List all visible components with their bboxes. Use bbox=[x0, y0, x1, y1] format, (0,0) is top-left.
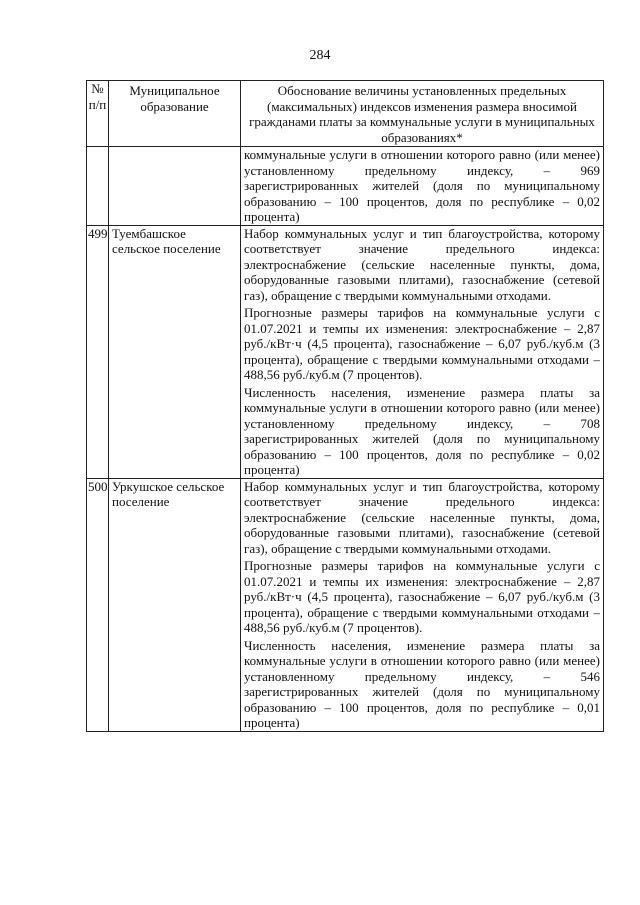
row-municipality: Уркушское сельское поселение bbox=[109, 478, 241, 731]
cell-municipality-empty bbox=[109, 147, 241, 226]
justification-paragraph: Численность населения, изменение размера платы за коммунальные услуги в отношении которого равно (или менее) установленному предельному индексу, – 708 зарегистрированных жителей (доля по муниципальному образованию – 100 процентов, доля по республике – 0,02 процента) bbox=[244, 384, 600, 477]
header-number: № п/п bbox=[87, 81, 109, 147]
justification-paragraph: Набор коммунальных услуг и тип благоустройства, которому соответствует значение предельного индекса: электроснабжение (сельские населенные пункты, дома, оборудованные газовыми плитами), газоснабжение (сетевой газ), обращение с твердыми коммунальными отходами. bbox=[244, 478, 600, 556]
row-number: 500 bbox=[87, 478, 109, 731]
header-justification: Обоснование величины установленных предельных (максимальных) индексов изменения размера вносимой гражданами платы за коммунальные услуги в муниципальных образованиях* bbox=[241, 81, 604, 147]
row-justification bbox=[241, 225, 604, 478]
row-municipality: Туембашское сельское поселение bbox=[109, 225, 241, 478]
table-row bbox=[87, 225, 604, 478]
justification-paragraph: Набор коммунальных услуг и тип благоустройства, которому соответствует значение предельного индекса: электроснабжение (сельские населенные пункты, дома, оборудованные газовыми плитами), газоснабжение (сетевой газ), обращение с твердыми коммунальными отходами. bbox=[244, 225, 600, 303]
justification-paragraph: Прогнозные размеры тарифов на коммунальные услуги с 01.07.2021 и темпы их изменения: электроснабжение – 2,87 руб./кВт·ч (4,5 процента), газоснабжение – 6,07 руб./куб.м (3 процента), обращение с твердыми коммунальными отходами – 488,56 руб./куб.м (7 процентов). bbox=[244, 305, 600, 382]
indices-table bbox=[86, 80, 604, 732]
row-justification bbox=[241, 478, 604, 731]
table-row-continuation bbox=[87, 147, 604, 226]
row-number: 499 bbox=[87, 225, 109, 478]
table-header-row bbox=[87, 81, 604, 147]
header-municipality: Муниципальное образование bbox=[109, 81, 241, 147]
justification-paragraph: Численность населения, изменение размера платы за коммунальные услуги в отношении которого равно (или менее) установленному предельному индексу, – 546 зарегистрированных жителей (доля по муниципальному образованию – 100 процентов, доля по республике – 0,01 процента) bbox=[244, 637, 600, 730]
cell-justification-continuation bbox=[241, 147, 604, 226]
justification-paragraph: Прогнозные размеры тарифов на коммунальные услуги с 01.07.2021 и темпы их изменения: электроснабжение – 2,87 руб./кВт·ч (4,5 процента), газоснабжение – 6,07 руб./куб.м (3 процента), обращение с твердыми коммунальными отходами – 488,56 руб./куб.м (7 процентов). bbox=[244, 558, 600, 635]
cell-number-empty bbox=[87, 147, 109, 226]
page-number: 284 bbox=[309, 48, 331, 63]
table-row bbox=[87, 478, 604, 731]
continuation-paragraph: коммунальные услуги в отношении которого равно (или менее) установленному предельному индексу, – 969 зарегистрированных жителей (доля по муниципальному образованию – 100 процентов, доля по республике – 0,02 процента) bbox=[244, 147, 600, 224]
